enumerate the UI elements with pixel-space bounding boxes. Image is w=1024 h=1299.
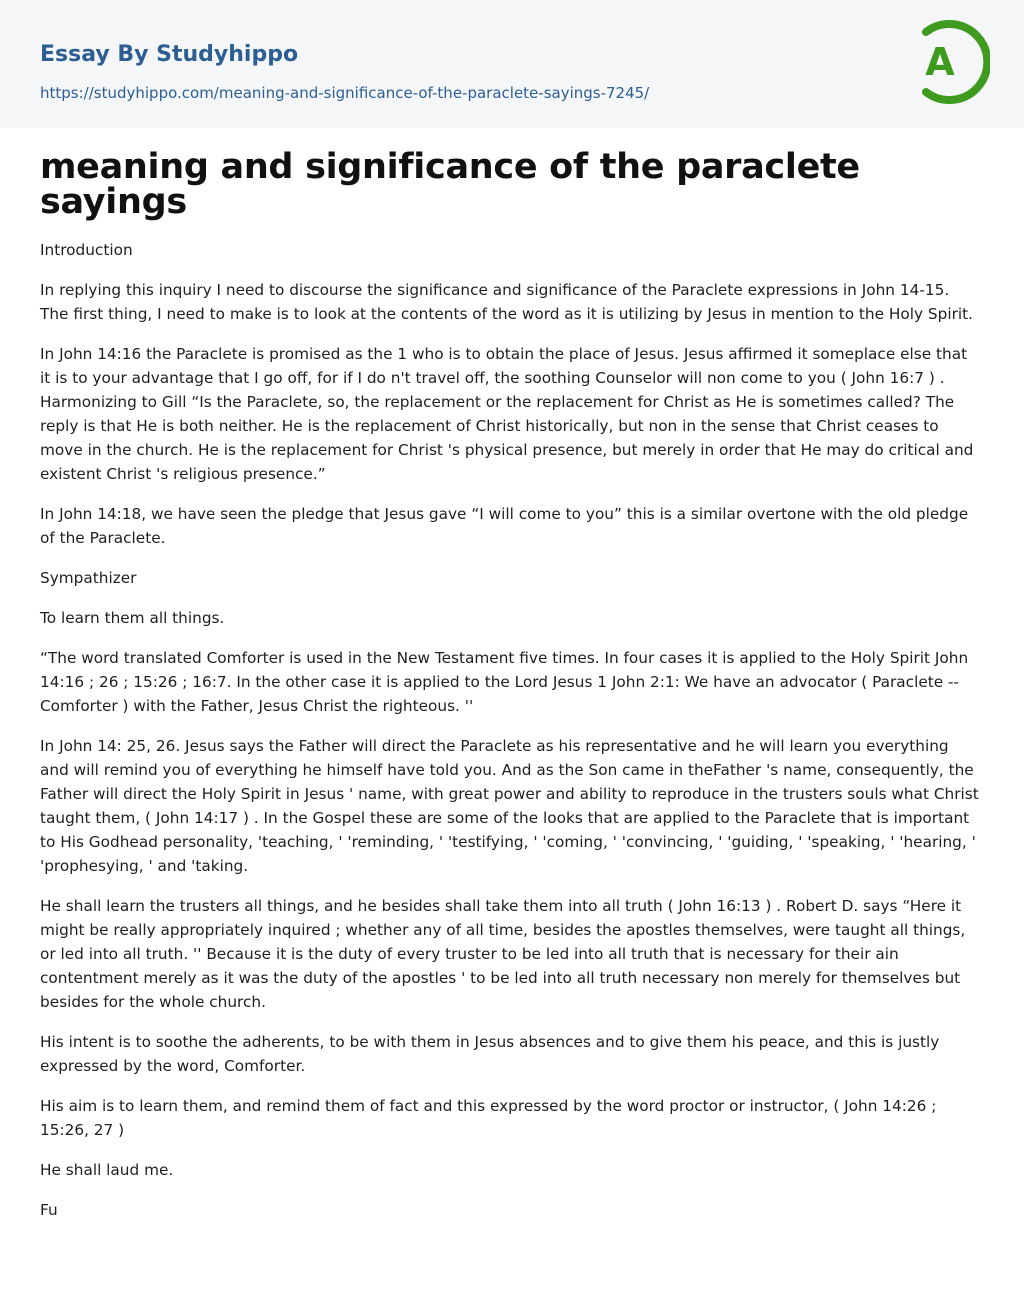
paragraph: In John 14:18, we have seen the pledge that Jesus gave “I will come to you” this is a similar overtone with the old pledge of the Paraclete. (40, 505, 969, 547)
paragraph: He shall laud me. (40, 1161, 174, 1179)
logo-letter: A (925, 40, 955, 84)
site-header (0, 0, 1024, 128)
article-title: meaning and significance of the paraclete sayings (40, 147, 860, 222)
paragraph: In replying this inquiry I need to discourse the significance and significance of the Paraclete expressions in John 14-15. The first thing, I need to make is to look at the contents of the word as it is utilizing by Jesus in mention to the Holy Spirit. (40, 281, 973, 323)
paragraph: Fu (40, 1201, 58, 1219)
paragraph: “The word translated Comforter is used in the New Testament five times. In four cases it is applied to the Holy Spirit John 14:16 ; 26 ; 15:26 ; 16:7. In the other case it is applied to the Lord Jesus 1 John 2:1: We have an advocator ( Paraclete -- Comforter ) with the Father, Jesus Christ the righteous. '' (40, 649, 969, 715)
paragraph: To learn them all things. (40, 609, 225, 627)
paragraph: Introduction (40, 241, 133, 259)
page-url-link[interactable]: https://studyhippo.com/meaning-and-significance-of-the-paraclete-sayings-7245/ (40, 84, 650, 102)
paragraph: He shall learn the trusters all things, and he besides shall take them into all truth ( John 16:13 ) . Robert D. says “Here it might be really appropriately inquired ; whether any of all time, besides the apostles themselves, were taught all things, or led into all truth. '' Because it is the duty of every truster to be led into all truth that is necessary for their ain contentment merely as it was the duty of the apostles ' to be led into all truth necessary non merely for themselves but besides for the whole church. (40, 897, 966, 1011)
article-body (40, 147, 982, 1238)
site-brand[interactable]: Essay By Studyhippo (40, 42, 299, 67)
paragraph: In John 14: 25, 26. Jesus says the Father will direct the Paraclete as his representative and he will learn you everything and will remind you of everything he himself have told you. And as the Son came in theFather 's name, consequently, the Father will direct the Holy Spirit in Jesus ' name, with great power and ability to reproduce in the trusters souls what Christ taught them, ( John 14:17 ) . In the Gospel these are some of the looks that are applied to the Paraclete that is important to His Godhead personality, 'teaching, ' 'reminding, ' 'testifying, ' 'coming, ' 'convincing, ' 'guiding, ' 'speaking, ' 'hearing, ' 'prophesying, ' and 'taking. (40, 737, 979, 875)
paragraph: In John 14:16 the Paraclete is promised as the 1 who is to obtain the place of Jesus. Jesus affirmed it someplace else that it is to your advantage that I go off, for if I do n't travel off, the soothing Counselor will non come to you ( John 16:7 ) . Harmonizing to Gill “Is the Paraclete, so, the replacement or the replacement for Christ as He is sometimes called? The reply is that He is both neither. He is the replacement of Christ historically, but non in the sense that Christ ceases to move in the church. He is the replacement for Christ 's physical presence, but merely in order that He may do critical and existent Christ 's religious presence.” (40, 345, 974, 483)
studyhippo-logo-icon[interactable] (904, 16, 990, 108)
paragraph: Sympathizer (40, 569, 137, 587)
paragraph: His intent is to soothe the adherents, to be with them in Jesus absences and to give them his peace, and this is justly expressed by the word, Comforter. (40, 1033, 940, 1075)
paragraph: His aim is to learn them, and remind them of fact and this expressed by the word proctor or instructor, ( John 14:26 ; 15:26, 27 ) (40, 1097, 937, 1139)
